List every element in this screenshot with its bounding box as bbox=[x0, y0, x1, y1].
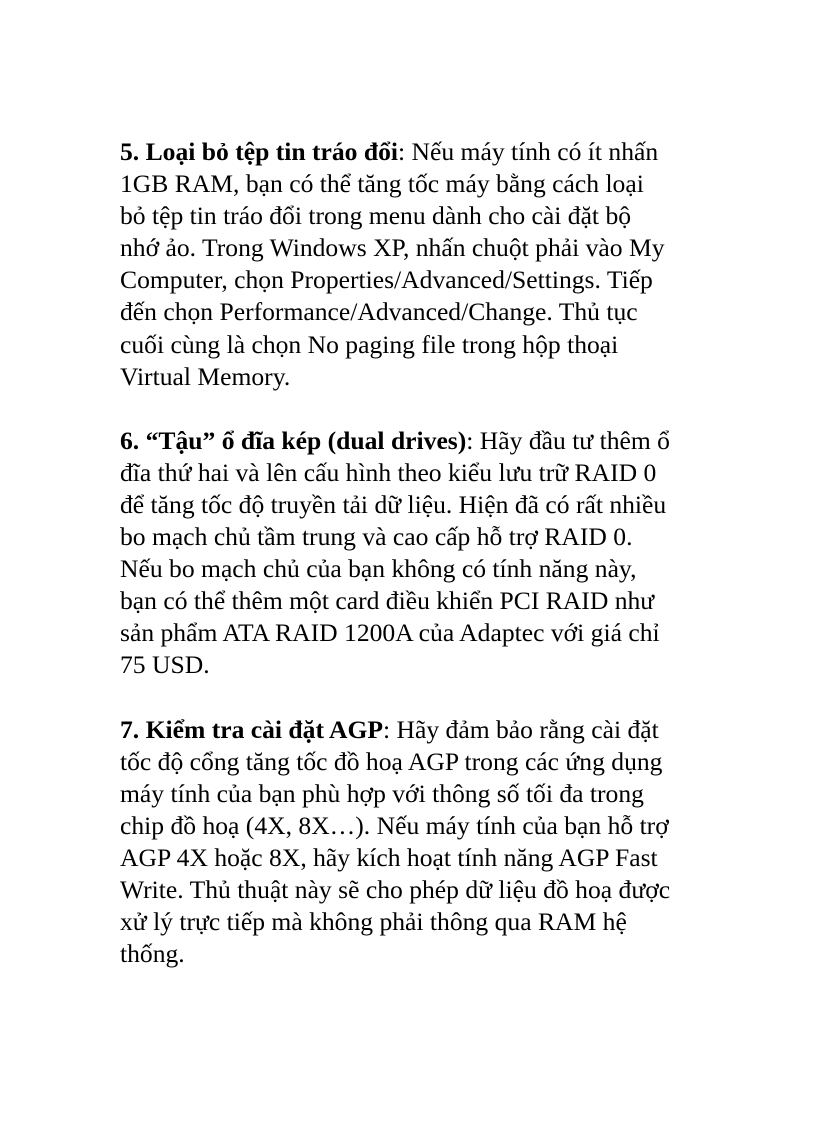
paragraph-line: Computer, chọn Properties/Advanced/Settings. Tiếp bbox=[120, 265, 653, 295]
section-heading: 6. “Tậu” ổ đĩa kép (dual drives) bbox=[120, 425, 467, 455]
tip-section-6 bbox=[120, 425, 710, 682]
paragraph-line: AGP 4X hoặc 8X, hãy kích hoạt tính năng AGP Fast bbox=[120, 842, 658, 872]
paragraph-line bbox=[120, 714, 710, 746]
tip-section-7 bbox=[120, 714, 710, 971]
paragraph-line: thống. bbox=[120, 939, 185, 969]
paragraph-line: xử lý trực tiếp mà không phải thông qua RAM hệ bbox=[120, 907, 627, 937]
paragraph-line: bạn có thể thêm một card điều khiển PCI RAID như bbox=[120, 586, 655, 616]
paragraph-line: nhớ ảo. Trong Windows XP, nhấn chuột phải vào My bbox=[120, 233, 665, 263]
paragraph-line bbox=[120, 136, 710, 168]
tip-section-5 bbox=[120, 136, 710, 393]
line-text: : Nếu máy tính có ít nhấn bbox=[398, 137, 659, 166]
paragraph-line: Nếu bo mạch chủ của bạn không có tính năng này, bbox=[120, 554, 637, 584]
paragraph-line: bỏ tệp tin tráo đổi trong menu dành cho cài đặt bộ bbox=[120, 201, 632, 231]
paragraph-line: bo mạch chủ tầm trung và cao cấp hỗ trợ RAID 0. bbox=[120, 522, 633, 552]
paragraph-line: 75 USD. bbox=[120, 650, 210, 680]
paragraph-line: chip đồ hoạ (4X, 8X…). Nếu máy tính của bạn hỗ trợ bbox=[120, 810, 669, 840]
paragraph-line: sản phẩm ATA RAID 1200A của Adaptec với giá chỉ bbox=[120, 618, 660, 648]
paragraph-line: tốc độ cổng tăng tốc đồ hoạ AGP trong các ứng dụng bbox=[120, 746, 663, 776]
paragraph-line: 1GB RAM, bạn có thể tăng tốc máy bằng cách loại bbox=[120, 169, 644, 199]
paragraph-line: máy tính của bạn phù hợp với thông số tối đa trong bbox=[120, 778, 644, 808]
section-heading: 5. Loại bỏ tệp tin tráo đổi bbox=[120, 137, 398, 166]
paragraph-line: đến chọn Performance/Advanced/Change. Thủ tục bbox=[120, 297, 638, 327]
paragraph-line: cuối cùng là chọn No paging file trong hộp thoại bbox=[120, 329, 619, 359]
document-body bbox=[120, 136, 710, 1002]
paragraph-line: Virtual Memory. bbox=[120, 361, 291, 391]
section-heading: 7. Kiểm tra cài đặt AGP bbox=[120, 714, 383, 744]
line-text: : Hãy đầu tư thêm ổ bbox=[466, 425, 670, 455]
paragraph-line bbox=[120, 425, 710, 457]
paragraph-line: Write. Thủ thuật này sẽ cho phép dữ liệu đồ hoạ được bbox=[120, 874, 671, 904]
paragraph-line: đĩa thứ hai và lên cấu hình theo kiểu lưu trữ RAID 0 bbox=[120, 457, 657, 487]
paragraph-line: để tăng tốc độ truyền tải dữ liệu. Hiện đã có rất nhiều bbox=[120, 489, 667, 519]
line-text: : Hãy đảm bảo rằng cài đặt bbox=[383, 714, 659, 744]
